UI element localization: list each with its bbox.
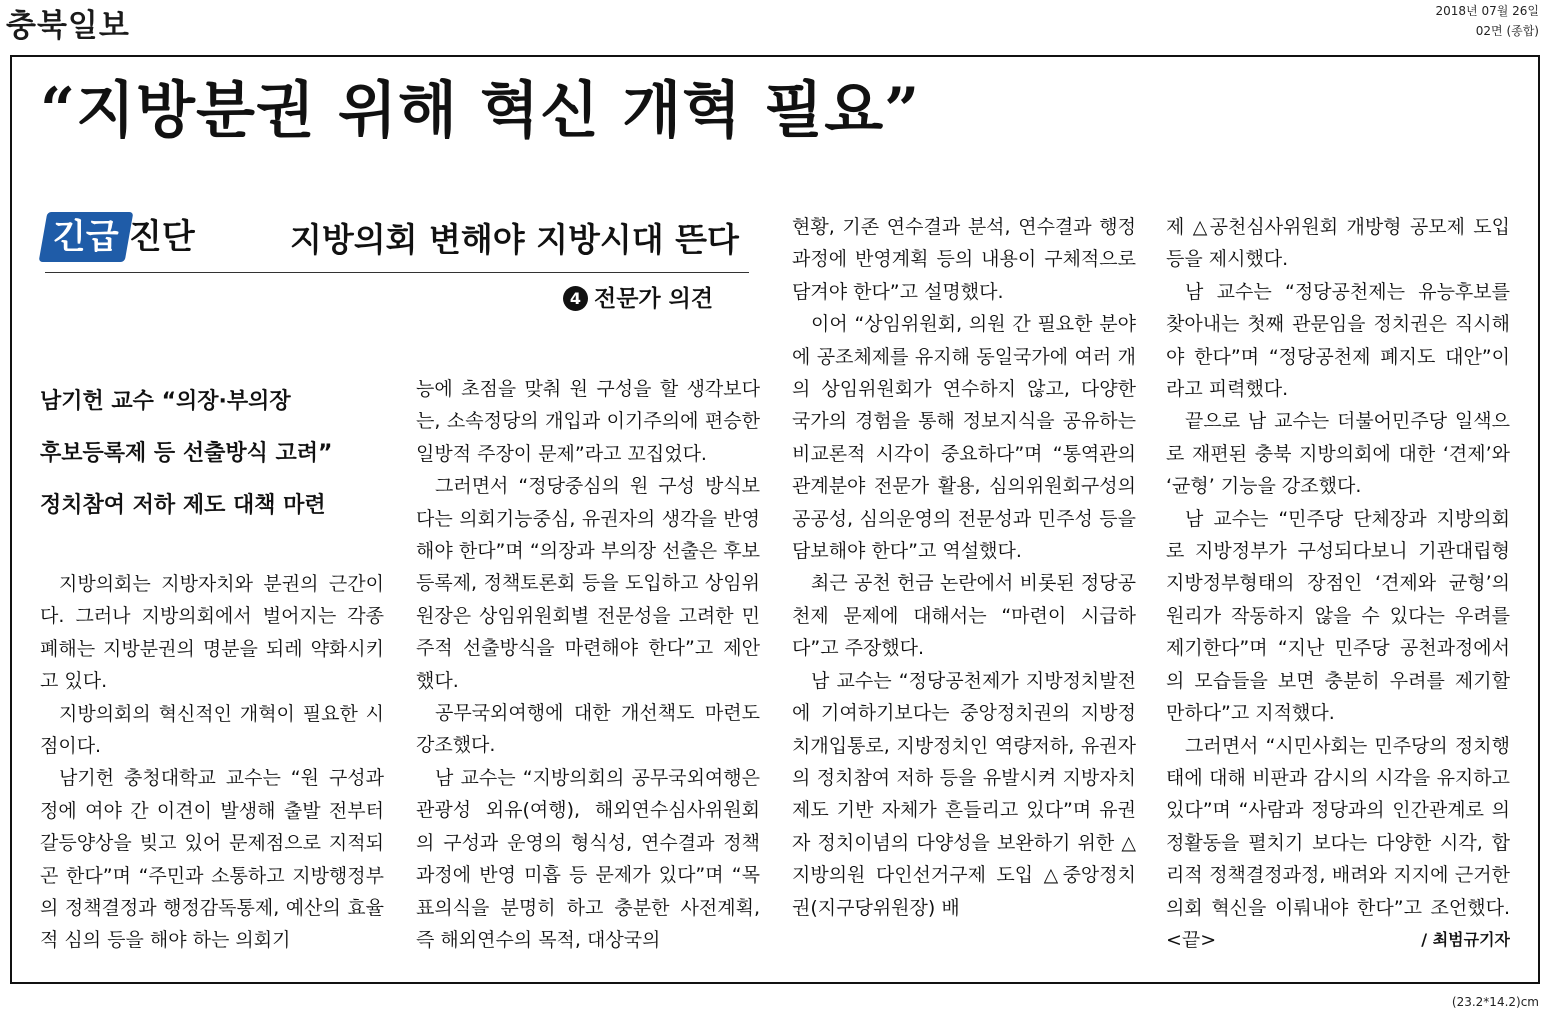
series-label: 진단 xyxy=(129,217,195,257)
paragraph: 능에 초점을 맞춰 원 구성을 할 생각보다는, 소속정당의 개입과 이기주의에 편승한 일방적 주장이 문제”라고 꼬집었다. xyxy=(416,378,760,465)
body-column-3 xyxy=(792,211,1136,963)
title-divider xyxy=(45,272,749,273)
paragraph: 지방의회는 지방자치와 분권의 근간이다. 그러나 지방의회에서 벌어지는 각종 폐해는 지방분권의 명분을 되레 약화시키고 있다. xyxy=(40,573,384,693)
paragraph: 지방의회의 혁신적인 개혁이 필요한 시점이다. xyxy=(40,702,384,758)
part-title: 전문가 의견 xyxy=(594,286,714,312)
paragraph: 제 △공천심사위원회 개방형 공모제 도입 등을 제시했다. xyxy=(1166,216,1510,271)
paragraph xyxy=(1166,730,1510,957)
publication-date: 2018년 07월 26일 xyxy=(1435,4,1539,18)
paragraph: 남 교수는 “정당공천제가 지방정치발전에 기여하기보다는 중앙정치권의 지방정치개입통로, 지방정치인 역량저하, 유권자의 정치참여 저하 등을 유발시켜 지방자치제도 기반 자체가 흔들리고 있다”며 유권자 정치이념의 다양성을 보완하기 위한 △지방의원 다인선거구제 도입 △중앙정치권(지구당위원장) 배 xyxy=(792,669,1136,919)
subheadlines xyxy=(40,376,390,532)
subheadline: 후보등록제 등 선출방식 고려” xyxy=(40,441,333,466)
article-headline: “지방분권 위해 혁신 개혁 필요” xyxy=(40,75,921,146)
paragraph: 이어 “상임위원회, 의원 간 필요한 분야에 공조체제를 유지해 동일국가에 여러 개의 상임위원회가 연수하지 않고, 다양한 국가의 경험을 통해 정보지식을 공유하는 비교론적 시각이 중요하다”며 “통역관의 관계분야 전문가 활용, 심의위원회구성의 공공성, 심의운영의 전문성과 민주성 등을 담보해야 한다”고 역설했다. xyxy=(792,313,1136,563)
body-column-1 xyxy=(40,568,384,964)
paragraph: 남 교수는 “정당공천제는 유능후보를 찾아내는 첫째 관문임을 정치권은 직시해야 한다”며 “정당공천제 폐지도 대안”이라고 피력했다. xyxy=(1166,280,1510,401)
reporter-byline: / 최범규기자 xyxy=(1421,929,1510,949)
body-column-4 xyxy=(1166,211,1510,963)
subheadline: 정치참여 저하 제도 대책 마련 xyxy=(40,493,326,518)
part-number-icon: 4 xyxy=(563,286,588,311)
clipping-size-note: (23.2*14.2)cm xyxy=(1451,995,1539,1009)
page-section: 02면 (종합) xyxy=(1475,24,1539,38)
paragraph: 최근 공천 헌금 논란에서 비롯된 정당공천제 문제에 대해서는 “마련이 시급하다”고 주장했다. xyxy=(792,572,1136,660)
newspaper-masthead: 충북일보 xyxy=(6,8,130,44)
paragraph: 남 교수는 “민주당 단체장과 지방의회로 지방정부가 구성되다보니 기관대립형 지방정부형태의 장점인 ‘견제와 균형’의 원리가 작동하지 않을 수 있다는 우려를 제기한다”며 “지난 민주당 공천과정에서의 모습들을 보면 충분히 우려를 제기할 만하다”고 지적했다. xyxy=(1166,507,1510,725)
closing-paragraph-text: 그러면서 “시민사회는 민주당의 정치행태에 대해 비판과 감시의 시각을 유지하고 있다”며 “사람과 정당과의 인간관계로 의정활동을 펼치기 보다는 다양한 시각, 합리적 정책결정과정, 배려와 지지에 근거한 의회 혁신을 이뤄내야 한다”고 조언했다. <끝> xyxy=(1166,734,1510,951)
paragraph: 그러면서 “정당중심의 원 구성 방식보다는 의회기능중심, 유권자의 생각을 반영해야 한다”며 “의장과 부의장 선출은 후보등록제, 정책토론회 등을 도입하고 상임위원장은 상임위원회별 전문성을 고려한 민주적 선출방식을 마련해야 한다”고 제안했다. xyxy=(416,475,760,692)
paragraph: 공무국외여행에 대한 개선책도 마련도 강조했다. xyxy=(416,702,760,757)
paragraph: 끝으로 남 교수는 더불어민주당 일색으로 재편된 충북 지방의회에 대한 ‘견제’와 ‘균형’ 기능을 강조했다. xyxy=(1166,410,1510,498)
subheadline: 남기헌 교수 “의장·부의장 xyxy=(40,389,291,414)
series-part xyxy=(563,280,748,312)
series-title: 지방의회 변해야 지방시대 뜬다 xyxy=(290,220,739,259)
series-badge xyxy=(39,212,134,262)
paragraph: 현황, 기존 연수결과 분석, 연수결과 행정과정에 반영계획 등의 내용이 구체적으로 담겨야 한다”고 설명했다. xyxy=(792,216,1136,303)
series-badge-text: 긴급 xyxy=(53,217,119,257)
body-column-2 xyxy=(416,373,760,963)
paragraph: 남기헌 충청대학교 교수는 “원 구성과정에 여야 간 이견이 발생해 출발 전부터 갈등양상을 빚고 있어 문제점으로 지적되곤 한다”며 “주민과 소통하고 지방행정부의 정책결정과 행정감독통제, 예산의 효율적 심의 등을 해야 하는 의회기 xyxy=(40,767,384,952)
publication-info xyxy=(1436,1,1539,41)
paragraph: 남 교수는 “지방의회의 공무국외여행은 관광성 외유(여행), 해외연수심사위원회의 구성과 운영의 형식성, 연수결과 정책과정에 반영 미흡 등 문제가 있다”며 “목표의식을 분명히 하고 충분한 사전계획, 즉 해외연수의 목적, 대상국의 xyxy=(416,766,760,951)
